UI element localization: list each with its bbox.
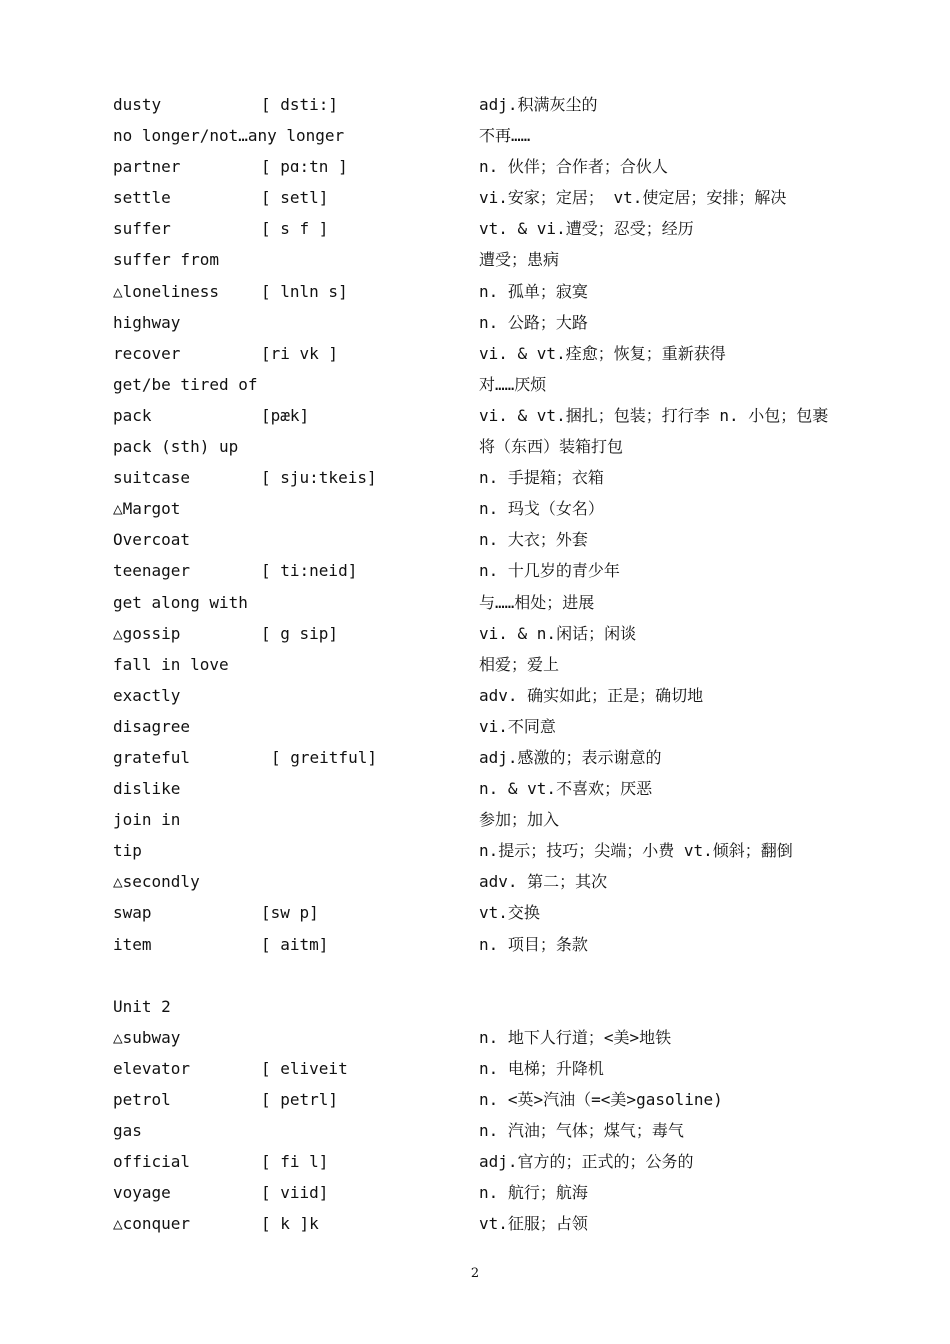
vocab-phonetic: [ pɑ:tn ] (261, 157, 348, 177)
vocab-phonetic: [ sju:tkeis] (261, 468, 377, 488)
vocab-word: Overcoat (113, 530, 191, 550)
vocab-word: pack (113, 405, 152, 425)
vocab-word: official (113, 1152, 191, 1172)
vocab-entry (113, 431, 913, 462)
vocab-meaning: n. 手提箱；衣箱 (479, 468, 604, 488)
vocab-word: pack (sth) up (113, 437, 239, 457)
vocab-meaning: vt.征服；占领 (479, 1214, 588, 1234)
vocab-entry (113, 524, 913, 555)
vocab-meaning: vi.不同意 (479, 716, 556, 736)
vocab-meaning: vt.交换 (479, 903, 540, 923)
vocab-word: get along with (113, 592, 248, 612)
vocab-word: △loneliness (113, 281, 219, 301)
vocab-meaning: n.提示；技巧；尖端；小费 vt.倾斜；翻倒 (479, 841, 793, 861)
vocab-word: petrol (113, 1090, 171, 1109)
vocab-word: teenager (113, 561, 191, 581)
vocab-phonetic: [ setl] (261, 188, 329, 208)
section-gap (113, 960, 913, 991)
vocab-word: suffer from (113, 250, 219, 270)
vocab-entry (113, 773, 913, 804)
vocab-meaning: n. 汽油；气体；煤气；毒气 (479, 1121, 684, 1141)
vocab-entry (113, 1115, 913, 1146)
vocab-word: join in (113, 810, 181, 830)
vocab-entry (113, 1208, 913, 1239)
vocab-entry (113, 618, 913, 649)
vocab-entry (113, 307, 913, 338)
vocab-word: item (113, 934, 152, 954)
vocab-meaning: 对……厌烦 (479, 374, 547, 394)
vocab-entry (113, 338, 913, 369)
vocab-word: tip (113, 841, 142, 861)
vocab-phonetic: [ lnln s] (261, 281, 348, 301)
vocab-entry (113, 897, 913, 928)
vocab-entry (113, 276, 913, 307)
vocab-entry (113, 1146, 913, 1177)
vocab-meaning: adv. 确实如此；正是；确切地 (479, 685, 704, 705)
vocab-word: dusty (113, 95, 162, 114)
vocab-phonetic: [ fi l] (261, 1152, 329, 1172)
vocab-meaning: vt. & vi.遭受；忍受；经历 (479, 219, 694, 239)
vocab-meaning: 不再…… (479, 126, 531, 146)
vocab-phonetic: [ aitm] (261, 934, 329, 954)
vocab-word: swap (113, 903, 152, 923)
vocab-word: △secondly (113, 872, 200, 892)
vocab-word: disagree (113, 716, 191, 736)
vocab-phonetic: [ s f ] (261, 219, 329, 239)
vocab-phonetic: [sw p] (261, 903, 319, 923)
vocab-meaning: adv. 第二；其次 (479, 872, 608, 892)
vocab-word: △gossip (113, 623, 181, 643)
vocab-entry (113, 711, 913, 742)
vocab-entry (113, 929, 913, 960)
vocab-meaning: vi. & n.闲话；闲谈 (479, 623, 637, 643)
vocab-entry (113, 1177, 913, 1208)
vocab-phonetic: [ dsti:] (261, 95, 339, 114)
vocab-word: gas (113, 1121, 142, 1141)
vocab-phonetic: [ri vk ] (261, 343, 339, 363)
vocab-word: voyage (113, 1183, 171, 1203)
vocab-meaning: n. <英>汽油（=<美>gasoline) (479, 1090, 723, 1109)
vocab-word: highway (113, 312, 181, 332)
vocab-entry (113, 151, 913, 182)
vocab-meaning: n. 航行；航海 (479, 1183, 588, 1203)
vocab-entry (113, 213, 913, 244)
vocab-word: exactly (113, 685, 181, 705)
vocab-meaning: vi.安家；定居； vt.使定居；安排；解决 (479, 188, 787, 208)
vocab-word: △subway (113, 1027, 181, 1047)
vocabulary-list (113, 89, 913, 1239)
vocab-phonetic: [ petrl] (261, 1090, 339, 1109)
vocab-meaning: n. 玛戈（女名） (479, 499, 604, 519)
vocab-entry (113, 680, 913, 711)
vocab-meaning: 与……相处；进展 (479, 592, 595, 612)
vocab-phonetic: [ k ]k (261, 1214, 319, 1234)
vocab-phonetic: [ viid] (261, 1183, 329, 1203)
vocab-word: partner (113, 157, 181, 177)
vocab-phonetic: [ ti:neid] (261, 561, 358, 581)
vocab-word: elevator (113, 1058, 191, 1078)
vocab-meaning: 遭受；患病 (479, 250, 560, 270)
vocab-word: settle (113, 188, 171, 208)
vocab-meaning: n. 大衣；外套 (479, 530, 588, 550)
vocab-meaning: n. 十几岁的青少年 (479, 561, 620, 581)
vocab-word: △conquer (113, 1214, 191, 1234)
vocab-phonetic: [ eliveit (261, 1058, 348, 1078)
vocab-word: get/be tired of (113, 374, 258, 394)
vocab-meaning: vi. & vt.捆扎；包装；打行李 n. 小包；包裹 (479, 405, 829, 425)
vocab-meaning: n. 电梯；升降机 (479, 1058, 604, 1078)
unit-heading: Unit 2 (113, 996, 171, 1016)
vocab-meaning: 相爱；爱上 (479, 654, 560, 674)
vocab-meaning: adj.官方的；正式的；公务的 (479, 1152, 694, 1172)
vocab-entry (113, 649, 913, 680)
vocab-entry (113, 182, 913, 213)
vocab-meaning: n. 孤单；寂寞 (479, 281, 588, 301)
vocab-entry (113, 120, 913, 151)
vocab-meaning: n. 项目；条款 (479, 934, 588, 954)
vocab-entry (113, 742, 913, 773)
vocab-entry (113, 462, 913, 493)
vocab-phonetic: [ greitful] (271, 747, 377, 767)
vocab-word: suffer (113, 219, 171, 239)
vocab-entry (113, 89, 913, 120)
vocab-word: fall in love (113, 654, 229, 674)
vocab-meaning: n. 公路；大路 (479, 312, 588, 332)
vocab-word: △Margot (113, 499, 181, 519)
vocab-entry (113, 587, 913, 618)
vocab-phonetic: [pæk] (261, 405, 310, 425)
vocab-meaning: adj.感激的；表示谢意的 (479, 747, 662, 767)
vocab-entry (113, 866, 913, 897)
vocab-entry (113, 555, 913, 586)
vocab-phonetic: [ g sip] (261, 623, 339, 643)
vocab-entry (113, 244, 913, 275)
page-number: 2 (470, 1266, 480, 1281)
vocab-meaning: vi. & vt.痊愈；恢复；重新获得 (479, 343, 726, 363)
vocab-word: grateful (113, 747, 191, 767)
vocab-word: no longer/not…any longer (113, 126, 345, 146)
vocab-meaning: n. & vt.不喜欢；厌恶 (479, 779, 653, 799)
vocab-entry (113, 1022, 913, 1053)
vocab-meaning: adj.积满灰尘的 (479, 95, 598, 114)
vocab-entry (113, 1084, 913, 1115)
vocab-meaning: n. 地下人行道；<美>地铁 (479, 1027, 672, 1047)
vocab-word: suitcase (113, 468, 191, 488)
vocab-entry (113, 1053, 913, 1084)
vocab-word: dislike (113, 779, 181, 799)
vocab-entry (113, 804, 913, 835)
vocab-meaning: 将（东西）装箱打包 (479, 437, 624, 457)
vocab-entry (113, 369, 913, 400)
vocab-entry (113, 835, 913, 866)
vocab-entry (113, 400, 913, 431)
vocab-meaning: n. 伙伴；合作者；合伙人 (479, 157, 668, 177)
vocab-word: recover (113, 343, 181, 363)
vocab-meaning: 参加；加入 (479, 810, 560, 830)
vocab-entry (113, 493, 913, 524)
